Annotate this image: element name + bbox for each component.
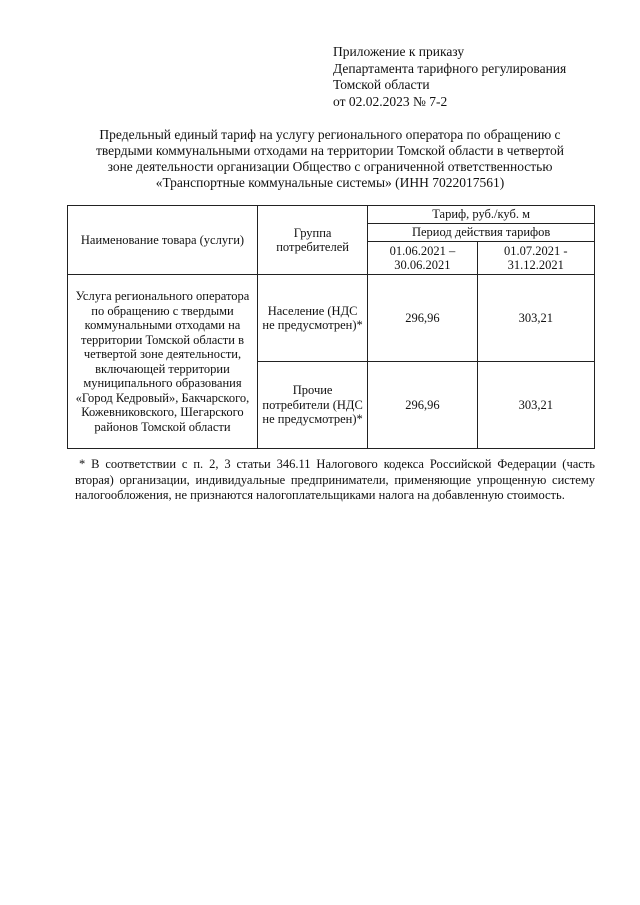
consumer-group-cell: Прочие потребители (НДС не предусмотрен)* [257,362,367,449]
footnote: * В соответствии с п. 2, 3 статьи 346.11 Налогового кодекса Российской Федерации (часть вторая) организации, индивидуальные предприниматели, применяющие упрощенную систему налогообложения, не признаются налогоплательщиками налога на добавленную стоимость. [75,457,595,502]
appendix-line: Томской области [333,77,430,92]
header-consumer-group: Группа потребителей [257,206,367,275]
table-header-row [68,206,595,224]
appendix-line: Департамента тарифного регулирования [333,60,567,76]
tariff-value-cell: 296,96 [368,362,477,449]
header-period-2: 01.07.2021 - 31.12.2021 [477,242,594,275]
tariff-value-cell: 303,21 [477,362,594,449]
document-title [60,127,600,191]
header-service-name: Наименование товара (услуги) [68,206,258,275]
appendix-date-number: от 02.02.2023 № 7-2 [333,93,448,109]
title-line: твердыми коммунальными отходами на территории Томской области в четвертой [95,143,564,158]
title-line: зоне деятельности организации Общество с ограниченной ответственностью [107,159,553,174]
header-period: Период действия тарифов [368,224,595,242]
title-line: Предельный единый тариф на услугу регионального оператора по обращению с [99,127,561,142]
table-row [68,275,595,362]
tariff-value-cell: 296,96 [368,275,477,362]
appendix-block [333,44,566,110]
appendix-line: Приложение к приказу [333,44,465,59]
tariff-table [67,205,595,449]
service-name-cell: Услуга регионального оператора по обращению с твердыми коммунальными отходами на территории Томской области в четвертой зоне деятельности, включающей территории муниципального образования «Город Кедровый», Бакчарского, Кожевниковского, Шегарского районов Томской области [68,275,258,449]
consumer-group-cell: Население (НДС не предусмотрен)* [257,275,367,362]
header-tariff-unit: Тариф, руб./куб. м [368,206,595,224]
tariff-value-cell: 303,21 [477,275,594,362]
header-period-1: 01.06.2021 – 30.06.2021 [368,242,477,275]
title-line: «Транспортные коммунальные системы» (ИНН 7022017561) [155,175,505,190]
